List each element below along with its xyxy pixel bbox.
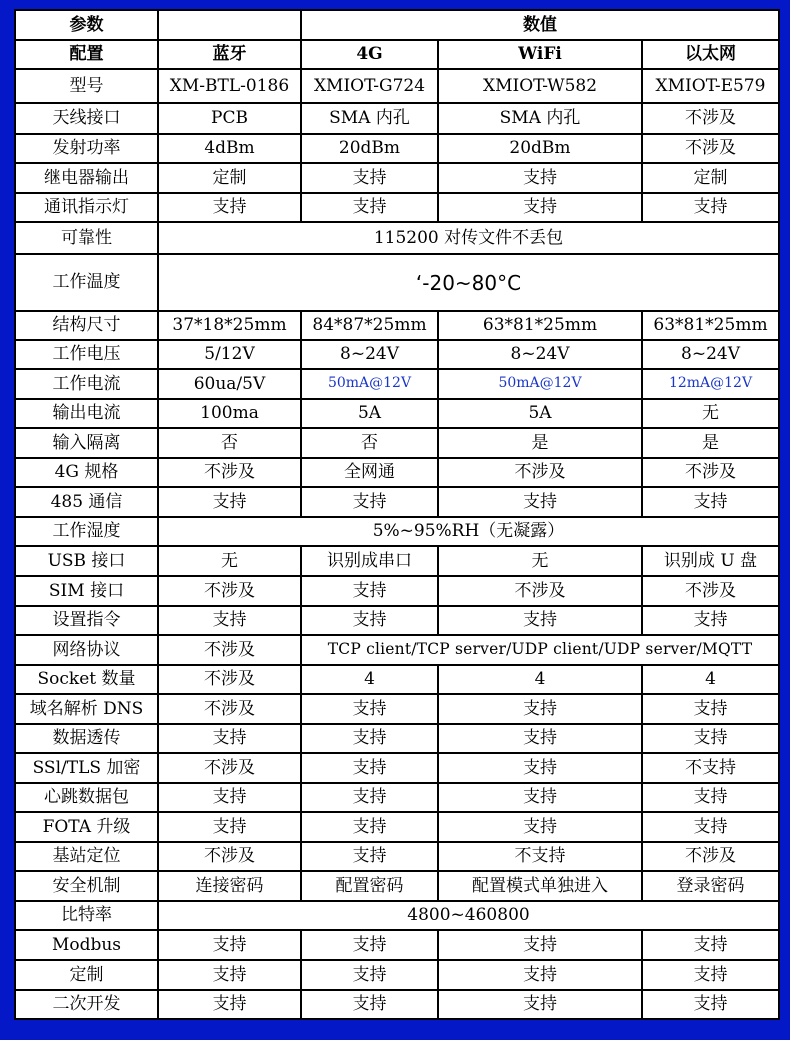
- value-cell-wifi: 支持: [438, 724, 642, 753]
- value-cell-wifi: 无: [438, 546, 642, 576]
- value-cell-4g: 20dBm: [301, 134, 438, 163]
- row-label: 心跳数据包: [15, 783, 158, 812]
- table-row: [15, 340, 779, 369]
- value-cell-ethernet: 无: [642, 399, 779, 428]
- row-label: 工作电流: [15, 369, 158, 399]
- value-cell-4g: 50mA@12V: [301, 369, 438, 399]
- value-cell-bluetooth: 支持: [158, 930, 301, 960]
- value-cell-bluetooth: 支持: [158, 724, 301, 753]
- row-label: 输入隔离: [15, 428, 158, 458]
- value-cell-wifi: 50mA@12V: [438, 369, 642, 399]
- table-row: [15, 369, 779, 399]
- value-cell-ethernet: 支持: [642, 193, 779, 222]
- value-cell-ethernet: 是: [642, 428, 779, 458]
- row-label: FOTA 升级: [15, 812, 158, 842]
- row-label: 定制: [15, 960, 158, 990]
- table-row: [15, 163, 779, 193]
- row-label: 数据透传: [15, 724, 158, 753]
- row-label: 发射功率: [15, 134, 158, 163]
- row-label: 型号: [15, 69, 158, 103]
- header-row-2: [15, 40, 779, 69]
- table-row: [15, 254, 779, 311]
- merged-value-cell: 4800~460800: [158, 901, 779, 930]
- value-cell-wifi: 63*81*25mm: [438, 311, 642, 340]
- value-cell-wifi: 支持: [438, 960, 642, 990]
- value-cell-bluetooth: 定制: [158, 163, 301, 193]
- value-cell-wifi: 支持: [438, 753, 642, 783]
- row-label: 比特率: [15, 901, 158, 930]
- value-cell-4g: 否: [301, 428, 438, 458]
- row-label: USB 接口: [15, 546, 158, 576]
- value-cell-ethernet: 不涉及: [642, 134, 779, 163]
- value-cell-bluetooth: 支持: [158, 783, 301, 812]
- row-label: 可靠性: [15, 222, 158, 254]
- value-cell-ethernet: 不涉及: [642, 103, 779, 134]
- value-cell-bluetooth: 支持: [158, 990, 301, 1019]
- value-cell-bluetooth: 60ua/5V: [158, 369, 301, 399]
- value-cell-ethernet: 不涉及: [642, 842, 779, 871]
- header-row-1: [15, 10, 779, 40]
- value-cell-4g: 支持: [301, 694, 438, 724]
- value-cell-bluetooth: 支持: [158, 960, 301, 990]
- value-cell-ethernet: 定制: [642, 163, 779, 193]
- value-cell-bluetooth: 无: [158, 546, 301, 576]
- header-wifi: WiFi: [438, 40, 642, 69]
- table-row: [15, 487, 779, 517]
- value-cell-ethernet: 识别成 U 盘: [642, 546, 779, 576]
- value-cell-wifi: 不支持: [438, 842, 642, 871]
- table-row: [15, 517, 779, 546]
- row-label: 二次开发: [15, 990, 158, 1019]
- value-cell-wifi: 支持: [438, 930, 642, 960]
- value-cell-ethernet: 支持: [642, 960, 779, 990]
- header-bluetooth: 蓝牙: [158, 40, 301, 69]
- value-cell-bluetooth: 不涉及: [158, 576, 301, 606]
- row-label: 4G 规格: [15, 458, 158, 487]
- value-cell-wifi: 8~24V: [438, 340, 642, 369]
- row-label: SIM 接口: [15, 576, 158, 606]
- table-row: [15, 134, 779, 163]
- spec-table: [14, 9, 780, 1020]
- value-cell-wifi: 不涉及: [438, 458, 642, 487]
- row-label: 工作湿度: [15, 517, 158, 546]
- table-row: [15, 871, 779, 901]
- value-cell-4g: 支持: [301, 960, 438, 990]
- value-cell-wifi: 20dBm: [438, 134, 642, 163]
- row-label: 输出电流: [15, 399, 158, 428]
- value-cell-ethernet: 不涉及: [642, 576, 779, 606]
- value-cell-4g: 支持: [301, 576, 438, 606]
- value-cell-ethernet: 支持: [642, 724, 779, 753]
- value-cell-ethernet: 支持: [642, 487, 779, 517]
- value-cell-4g: SMA 内孔: [301, 103, 438, 134]
- value-cell-ethernet: 8~24V: [642, 340, 779, 369]
- value-cell-bluetooth: 不涉及: [158, 665, 301, 694]
- value-cell-4g: 支持: [301, 842, 438, 871]
- value-cell-4g: 84*87*25mm: [301, 311, 438, 340]
- value-cell-bluetooth: 不涉及: [158, 694, 301, 724]
- value-cell-4g: 5A: [301, 399, 438, 428]
- value-cell-4g: 配置密码: [301, 871, 438, 901]
- value-cell-ethernet: 支持: [642, 694, 779, 724]
- value-cell-bluetooth: 37*18*25mm: [158, 311, 301, 340]
- header-4g: 4G: [301, 40, 438, 69]
- table-row: [15, 546, 779, 576]
- value-cell-bluetooth: 不涉及: [158, 635, 301, 665]
- value-cell-wifi: 配置模式单独进入: [438, 871, 642, 901]
- value-cell-ethernet: 63*81*25mm: [642, 311, 779, 340]
- merged-value-cell: 5%~95%RH（无凝露）: [158, 517, 779, 546]
- header-empty-cell: [158, 10, 301, 40]
- table-row: [15, 311, 779, 340]
- header-value: 数值: [301, 10, 779, 40]
- value-cell-bluetooth: 支持: [158, 193, 301, 222]
- table-row: [15, 753, 779, 783]
- value-cell-ethernet: 支持: [642, 783, 779, 812]
- row-label: 网络协议: [15, 635, 158, 665]
- value-cell-bluetooth: 不涉及: [158, 458, 301, 487]
- merged-value-cell: 115200 对传文件不丢包: [158, 222, 779, 254]
- value-cell-bluetooth: 否: [158, 428, 301, 458]
- table-row: [15, 665, 779, 694]
- value-cell-bluetooth: 支持: [158, 606, 301, 635]
- value-cell-4g: XMIOT-G724: [301, 69, 438, 103]
- value-cell-4g: 识别成串口: [301, 546, 438, 576]
- value-cell-4g: 支持: [301, 724, 438, 753]
- table-row: [15, 222, 779, 254]
- row-label: 天线接口: [15, 103, 158, 134]
- value-cell-wifi: 支持: [438, 990, 642, 1019]
- row-label: 继电器输出: [15, 163, 158, 193]
- value-cell-bluetooth: 5/12V: [158, 340, 301, 369]
- row-label: 基站定位: [15, 842, 158, 871]
- value-cell-ethernet: 支持: [642, 930, 779, 960]
- value-cell-bluetooth: 连接密码: [158, 871, 301, 901]
- value-cell-4g: 全网通: [301, 458, 438, 487]
- table-row: [15, 724, 779, 753]
- row-label: 域名解析 DNS: [15, 694, 158, 724]
- table-row: [15, 69, 779, 103]
- row-label: 485 通信: [15, 487, 158, 517]
- table-row: [15, 990, 779, 1019]
- value-cell-4g: 支持: [301, 812, 438, 842]
- value-cell-wifi: 支持: [438, 606, 642, 635]
- value-cell-wifi: 支持: [438, 783, 642, 812]
- value-cell-ethernet: 12mA@12V: [642, 369, 779, 399]
- value-cell-wifi: 支持: [438, 163, 642, 193]
- merged-value-cell: TCP client/TCP server/UDP client/UDP server/MQTT: [301, 635, 779, 665]
- value-cell-bluetooth: 不涉及: [158, 753, 301, 783]
- value-cell-bluetooth: 4dBm: [158, 134, 301, 163]
- value-cell-ethernet: 4: [642, 665, 779, 694]
- value-cell-ethernet: 不涉及: [642, 458, 779, 487]
- row-label: 安全机制: [15, 871, 158, 901]
- value-cell-wifi: 4: [438, 665, 642, 694]
- row-label: 工作电压: [15, 340, 158, 369]
- value-cell-wifi: 支持: [438, 487, 642, 517]
- value-cell-wifi: 支持: [438, 193, 642, 222]
- row-label: 设置指令: [15, 606, 158, 635]
- value-cell-wifi: 是: [438, 428, 642, 458]
- table-row: [15, 428, 779, 458]
- row-label: SSl/TLS 加密: [15, 753, 158, 783]
- table-row: [15, 960, 779, 990]
- value-cell-4g: 支持: [301, 487, 438, 517]
- table-row: [15, 842, 779, 871]
- value-cell-4g: 8~24V: [301, 340, 438, 369]
- value-cell-wifi: 5A: [438, 399, 642, 428]
- row-label: Modbus: [15, 930, 158, 960]
- header-ethernet: 以太网: [642, 40, 779, 69]
- value-cell-bluetooth: 100ma: [158, 399, 301, 428]
- table-row: [15, 399, 779, 428]
- table-row: [15, 812, 779, 842]
- value-cell-ethernet: 支持: [642, 990, 779, 1019]
- value-cell-bluetooth: 支持: [158, 812, 301, 842]
- value-cell-4g: 支持: [301, 163, 438, 193]
- value-cell-wifi: 不涉及: [438, 576, 642, 606]
- value-cell-ethernet: 支持: [642, 606, 779, 635]
- header-config: 配置: [15, 40, 158, 69]
- table-row: [15, 458, 779, 487]
- value-cell-4g: 支持: [301, 606, 438, 635]
- value-cell-ethernet: 支持: [642, 812, 779, 842]
- value-cell-wifi: 支持: [438, 812, 642, 842]
- value-cell-bluetooth: 不涉及: [158, 842, 301, 871]
- row-label: 结构尺寸: [15, 311, 158, 340]
- table-row: [15, 103, 779, 134]
- row-label: 通讯指示灯: [15, 193, 158, 222]
- table-row: [15, 930, 779, 960]
- table-row: [15, 783, 779, 812]
- value-cell-4g: 4: [301, 665, 438, 694]
- value-cell-wifi: XMIOT-W582: [438, 69, 642, 103]
- value-cell-4g: 支持: [301, 753, 438, 783]
- merged-value-cell: ‘-20~80°C: [158, 254, 779, 311]
- table-row: [15, 193, 779, 222]
- value-cell-ethernet: 登录密码: [642, 871, 779, 901]
- table-row: [15, 635, 779, 665]
- value-cell-bluetooth: XM-BTL-0186: [158, 69, 301, 103]
- value-cell-ethernet: 不支持: [642, 753, 779, 783]
- value-cell-wifi: 支持: [438, 694, 642, 724]
- row-label: Socket 数量: [15, 665, 158, 694]
- value-cell-4g: 支持: [301, 193, 438, 222]
- table-row: [15, 901, 779, 930]
- value-cell-ethernet: XMIOT-E579: [642, 69, 779, 103]
- value-cell-bluetooth: 支持: [158, 487, 301, 517]
- table-row: [15, 606, 779, 635]
- value-cell-4g: 支持: [301, 990, 438, 1019]
- table-row: [15, 694, 779, 724]
- value-cell-bluetooth: PCB: [158, 103, 301, 134]
- header-param: 参数: [15, 10, 158, 40]
- value-cell-4g: 支持: [301, 930, 438, 960]
- spec-sheet: [14, 9, 778, 1020]
- row-label: 工作温度: [15, 254, 158, 311]
- table-row: [15, 576, 779, 606]
- value-cell-4g: 支持: [301, 783, 438, 812]
- value-cell-wifi: SMA 内孔: [438, 103, 642, 134]
